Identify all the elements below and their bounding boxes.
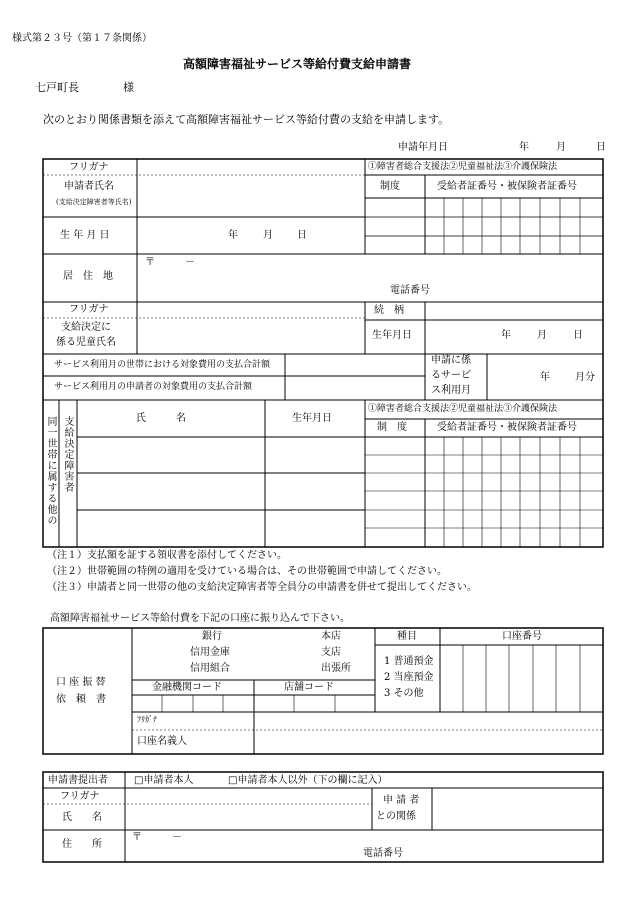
submitter-name-label: 氏 名 [62, 812, 102, 823]
submitter-furigana-label: フリガナ [60, 791, 100, 802]
submitter-address-label: 住 所 [62, 839, 102, 850]
branch-type-shucchojo: 出張所 [321, 663, 351, 674]
law-header: ①障害者総合支援法②児童福祉法③介護保険法 [368, 162, 558, 172]
account-number-label: 口座番号 [502, 631, 542, 642]
household-law-header: ①障害者総合支援法②児童福祉法③介護保険法 [368, 404, 558, 414]
submitter-relation-label-2: との関係 [376, 811, 416, 822]
note-3: （注３）申請者と同一世帯の他の支給決定障害者等全員分の申請書を併せて提出してください。 [47, 582, 477, 593]
applicant-total-label: サービス利用月の申請者の対象費用の支払合計額 [54, 382, 253, 392]
birthdate-label: 生 年 月 日 [60, 230, 110, 241]
address-label: 居 住 地 [63, 271, 113, 282]
child-year-label: 年 [501, 330, 511, 341]
submitter-relation-label-1: 申 請 者 [383, 795, 420, 806]
note-2: （注２）世帯範囲の特例の適用を受けている場合は、その世帯範囲で申請してください。 [47, 566, 447, 577]
account-type-label: 種目 [397, 631, 417, 642]
bank-type-bank: 銀行 [202, 631, 222, 642]
cert-number-label: 受給者証番号・被保険者証番号 [437, 181, 577, 192]
service-month-label-2: るサービ [431, 370, 471, 381]
relation-label: 続 柄 [374, 305, 404, 316]
child-month-label: 月 [537, 330, 547, 341]
child-label-line2: 係る児童氏名 [56, 337, 116, 348]
household-total-label: サービス利用月の世帯における対象費用の支払合計額 [54, 360, 271, 370]
account-type-3: 3 その他 [384, 688, 424, 699]
postal-mark: 〒 － [145, 257, 195, 268]
applicant-name-sublabel: (支給決定障害者等氏名) [56, 198, 132, 206]
bank-side-label-1: 口 座 振 替 [56, 677, 106, 688]
branch-type-shiten: 支店 [321, 647, 341, 658]
form-title: 高額障害福祉サービス等給付費支給申請書 [183, 57, 412, 71]
system-label: 制度 [380, 181, 400, 192]
household-side-label-2: 支給決定障害者 [62, 416, 73, 493]
child-day-label: 日 [573, 330, 583, 341]
intro-text: 次のとおり関係書類を添えて高額障害福祉サービス等給付費の支給を申請します。 [43, 113, 450, 126]
household-birth-header: 生年月日 [292, 413, 332, 424]
holder-furigana-label: ﾌﾘｶﾞﾅ [137, 715, 157, 724]
branch-type-honten: 本店 [321, 631, 341, 642]
date-month-label: 月 [556, 142, 566, 153]
applicant-name-label: 申請者氏名 [64, 181, 114, 192]
bank-intro: 高額障害福祉サービス等給付費を下記の口座に振り込んで下さい。 [50, 613, 350, 624]
note-1: （注１）支払額を証する領収書を添付してください。 [47, 550, 287, 561]
phone-label: 電話番号 [390, 285, 430, 296]
service-month-label-3: ス利用月 [431, 385, 471, 396]
submitter-label: 申請書提出者 [48, 775, 108, 786]
account-type-2: 2 当座預金 [384, 672, 434, 683]
bank-code-label: 金融機関コード [152, 682, 222, 693]
service-year-label: 年 [540, 372, 550, 383]
addressee: 七戸町長 様 [35, 81, 134, 94]
child-furigana-label: フリガナ [69, 304, 109, 315]
applicant-furigana-label: フリガナ [69, 162, 109, 173]
bank-side-label-2: 依 頼 書 [56, 694, 106, 705]
household-side-label-1: 同一世帯に属する他の [45, 416, 56, 526]
household-name-header: 氏 名 [136, 413, 186, 424]
date-day-label: 日 [596, 142, 606, 153]
submitter-postal-mark: 〒 － [132, 832, 182, 843]
child-label-line1: 支給決定に [61, 322, 111, 333]
service-month-label-1: 申請に係 [431, 355, 471, 366]
birth-day-label: 日 [297, 230, 307, 241]
application-date-label: 申請年月日 [398, 142, 448, 153]
submitter-phone-label: 電話番号 [363, 848, 403, 859]
form-number: 様式第２３号（第１７条関係） [12, 33, 152, 44]
household-system-label: 制 度 [377, 422, 407, 433]
bank-type-kumiai: 信用組合 [190, 663, 230, 674]
branch-code-label: 店舗コード [284, 682, 334, 693]
household-cert-label: 受給者証番号・被保険者証番号 [437, 422, 577, 433]
submitter-other-checkbox[interactable]: □申請者本人以外（下の欄に記入） [228, 775, 388, 786]
child-birth-label: 生年月日 [372, 330, 412, 341]
service-month-unit: 月分 [575, 372, 595, 383]
account-type-1: 1 普通預金 [384, 656, 434, 667]
account-holder-label: 口座名義人 [137, 736, 187, 747]
birth-year-label: 年 [228, 230, 238, 241]
birth-month-label: 月 [263, 230, 273, 241]
submitter-self-checkbox[interactable]: □申請者本人 [134, 775, 194, 786]
date-year-label: 年 [519, 142, 529, 153]
bank-type-shinkin: 信用金庫 [190, 647, 230, 658]
